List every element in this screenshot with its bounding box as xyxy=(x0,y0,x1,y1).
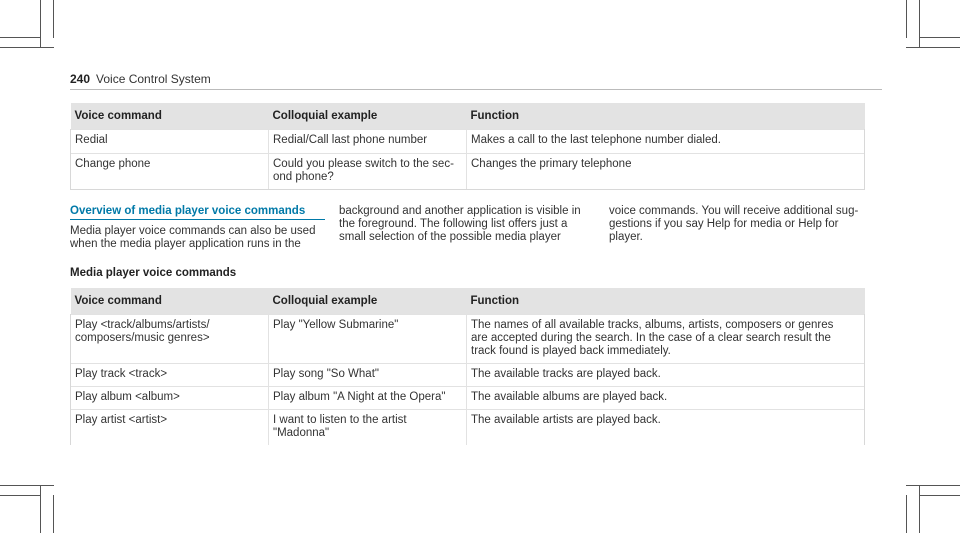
table-cell: I want to listen to the artist "Madonna" xyxy=(269,410,467,446)
column-header: Function xyxy=(467,103,865,130)
paragraph-column-2: background and another application is visible in the foreground. The following list offers just a small selection of the possible media player xyxy=(339,205,581,243)
table-row xyxy=(71,154,865,190)
column-header: Voice command xyxy=(71,288,269,315)
table-cell: Could you please switch to the sec- ond phone? xyxy=(269,154,467,190)
crop-mark xyxy=(53,495,54,533)
table-row xyxy=(71,387,865,410)
table-header-row xyxy=(71,288,865,315)
page-number: 240 xyxy=(70,72,91,86)
column-header: Voice command xyxy=(71,103,269,130)
column-header: Colloquial example xyxy=(269,103,467,130)
table-cell: Play <track/albums/artists/ composers/music genres> xyxy=(71,315,269,364)
page-header xyxy=(70,72,211,86)
table-row xyxy=(71,410,865,446)
table-cell: Makes a call to the last telephone number dialed. xyxy=(467,130,865,154)
header-divider xyxy=(70,89,882,90)
crop-mark xyxy=(40,485,41,533)
table-cell: Play album "A Night at the Opera" xyxy=(269,387,467,410)
column-header: Function xyxy=(467,288,865,315)
table-cell: Play album <album> xyxy=(71,387,269,410)
crop-mark xyxy=(40,0,41,48)
table-cell: The available albums are played back. xyxy=(467,387,865,410)
crop-mark xyxy=(920,37,960,38)
table-cell: Play artist <artist> xyxy=(71,410,269,446)
crop-mark xyxy=(0,37,40,38)
crop-mark xyxy=(906,495,907,533)
crop-mark xyxy=(0,485,54,486)
paragraph-column-3: voice commands. You will receive additional sug- gestions if you say Help for media or Help for player. xyxy=(609,205,859,243)
column-header: Colloquial example xyxy=(269,288,467,315)
crop-mark xyxy=(0,495,40,496)
crop-mark xyxy=(906,485,960,486)
section-heading-underline xyxy=(70,219,325,220)
voice-command-table-phone xyxy=(70,103,865,190)
crop-mark xyxy=(919,0,920,48)
voice-command-table-media xyxy=(70,288,865,445)
table-cell: Changes the primary telephone xyxy=(467,154,865,190)
table-cell: The names of all available tracks, albums, artists, composers or genres are accepted during the search. In the case of a clear search result the track found is played back immediately. xyxy=(467,315,865,364)
crop-mark xyxy=(919,485,920,533)
table-row xyxy=(71,364,865,387)
table-cell: The available tracks are played back. xyxy=(467,364,865,387)
subheading: Media player voice commands xyxy=(70,267,237,279)
table-cell: Play track <track> xyxy=(71,364,269,387)
table-cell: Redial/Call last phone number xyxy=(269,130,467,154)
table-cell: Play "Yellow Submarine" xyxy=(269,315,467,364)
crop-mark xyxy=(906,47,960,48)
table-cell: Play song "So What" xyxy=(269,364,467,387)
chapter-title: Voice Control System xyxy=(96,72,211,86)
table-row xyxy=(71,315,865,364)
table-cell: Change phone xyxy=(71,154,269,190)
table-cell: Redial xyxy=(71,130,269,154)
section-heading: Overview of media player voice commands xyxy=(70,205,306,217)
table-header-row xyxy=(71,103,865,130)
paragraph-column-1: Media player voice commands can also be used when the media player application runs in the xyxy=(70,225,316,250)
crop-mark xyxy=(53,0,54,38)
crop-mark xyxy=(0,47,54,48)
table-cell: The available artists are played back. xyxy=(467,410,865,446)
crop-mark xyxy=(920,495,960,496)
table-row xyxy=(71,130,865,154)
crop-mark xyxy=(906,0,907,38)
